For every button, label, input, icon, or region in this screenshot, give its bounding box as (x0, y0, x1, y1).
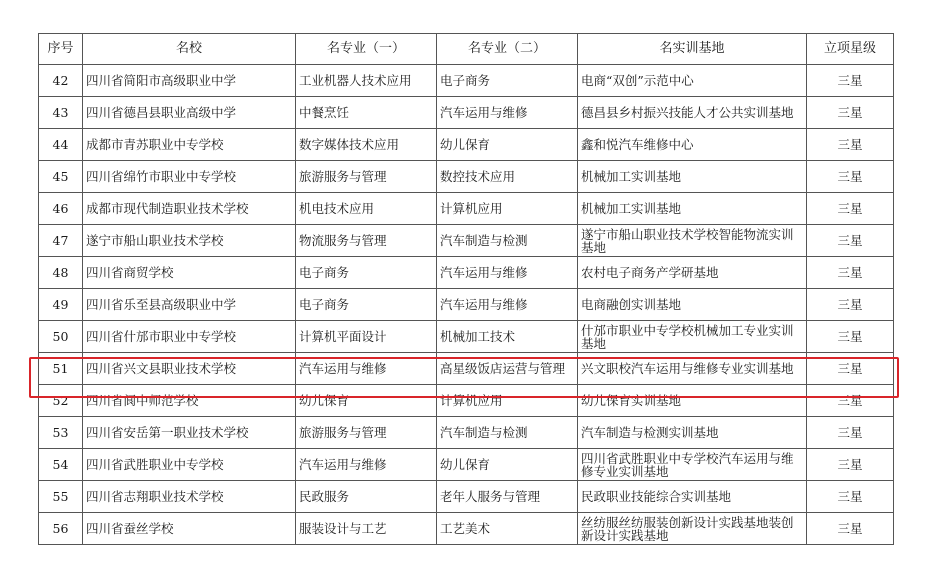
table-row (39, 65, 894, 97)
table-row (39, 417, 894, 449)
cell-major-2: 高星级饭店运营与管理 (437, 353, 578, 385)
cell-major-1: 工业机器人技术应用 (296, 65, 437, 97)
table-row (39, 353, 894, 385)
cell-major-1: 机电技术应用 (296, 193, 437, 225)
cell-no: 51 (39, 353, 83, 385)
cell-school: 四川省蚕丝学校 (83, 513, 296, 545)
cell-major-1: 电子商务 (296, 257, 437, 289)
cell-star-level: 三星 (807, 225, 894, 257)
cell-star-level: 三星 (807, 449, 894, 481)
project-table (38, 33, 894, 545)
table-row (39, 257, 894, 289)
cell-no: 56 (39, 513, 83, 545)
cell-school: 四川省志翔职业技术学校 (83, 481, 296, 513)
cell-training-base: 机械加工实训基地 (578, 193, 807, 225)
cell-no: 52 (39, 385, 83, 417)
cell-school: 四川省简阳市高级职业中学 (83, 65, 296, 97)
cell-major-2: 幼儿保育 (437, 449, 578, 481)
cell-major-2: 机械加工技术 (437, 321, 578, 353)
table-row (39, 449, 894, 481)
cell-training-base: 汽车制造与检测实训基地 (578, 417, 807, 449)
cell-training-base: 电商“双创”示范中心 (578, 65, 807, 97)
cell-major-1: 电子商务 (296, 289, 437, 321)
cell-star-level: 三星 (807, 353, 894, 385)
cell-major-1: 数字媒体技术应用 (296, 129, 437, 161)
cell-training-base: 鑫和悦汽车维修中心 (578, 129, 807, 161)
cell-star-level: 三星 (807, 289, 894, 321)
cell-major-2: 计算机应用 (437, 193, 578, 225)
cell-training-base: 德昌县乡村振兴技能人才公共实训基地 (578, 97, 807, 129)
cell-major-1: 物流服务与管理 (296, 225, 437, 257)
header-star-level: 立项星级 (807, 34, 894, 65)
cell-school: 四川省什邡市职业中专学校 (83, 321, 296, 353)
cell-school: 成都市青苏职业中专学校 (83, 129, 296, 161)
cell-major-1: 中餐烹饪 (296, 97, 437, 129)
cell-no: 45 (39, 161, 83, 193)
cell-training-base: 遂宁市船山职业技术学校智能物流实训基地 (578, 225, 807, 257)
cell-major-2: 工艺美术 (437, 513, 578, 545)
cell-training-base: 四川省武胜职业中专学校汽车运用与维修专业实训基地 (578, 449, 807, 481)
cell-major-2: 汽车制造与检测 (437, 225, 578, 257)
cell-star-level: 三星 (807, 129, 894, 161)
cell-training-base: 幼儿保育实训基地 (578, 385, 807, 417)
table-header-row (39, 34, 894, 65)
cell-school: 四川省乐至县高级职业中学 (83, 289, 296, 321)
cell-school: 四川省武胜职业中专学校 (83, 449, 296, 481)
cell-major-1: 旅游服务与管理 (296, 161, 437, 193)
cell-no: 47 (39, 225, 83, 257)
cell-no: 55 (39, 481, 83, 513)
cell-major-2: 老年人服务与管理 (437, 481, 578, 513)
cell-training-base: 电商融创实训基地 (578, 289, 807, 321)
cell-no: 43 (39, 97, 83, 129)
cell-school: 遂宁市船山职业技术学校 (83, 225, 296, 257)
cell-major-2: 计算机应用 (437, 385, 578, 417)
cell-star-level: 三星 (807, 417, 894, 449)
table-row (39, 193, 894, 225)
cell-major-1: 旅游服务与管理 (296, 417, 437, 449)
cell-school: 四川省阆中师范学校 (83, 385, 296, 417)
cell-major-1: 汽车运用与维修 (296, 353, 437, 385)
cell-major-1: 服装设计与工艺 (296, 513, 437, 545)
cell-school: 四川省德昌县职业高级中学 (83, 97, 296, 129)
cell-school: 四川省兴文县职业技术学校 (83, 353, 296, 385)
table-row (39, 161, 894, 193)
header-school: 名校 (83, 34, 296, 65)
cell-school: 四川省商贸学校 (83, 257, 296, 289)
cell-training-base: 民政职业技能综合实训基地 (578, 481, 807, 513)
cell-major-1: 幼儿保育 (296, 385, 437, 417)
cell-star-level: 三星 (807, 257, 894, 289)
cell-no: 49 (39, 289, 83, 321)
cell-training-base: 兴文职校汽车运用与维修专业实训基地 (578, 353, 807, 385)
cell-major-2: 汽车运用与维修 (437, 97, 578, 129)
cell-training-base: 什邡市职业中专学校机械加工专业实训基地 (578, 321, 807, 353)
cell-major-2: 汽车运用与维修 (437, 257, 578, 289)
cell-star-level: 三星 (807, 321, 894, 353)
cell-no: 48 (39, 257, 83, 289)
cell-star-level: 三星 (807, 513, 894, 545)
cell-star-level: 三星 (807, 97, 894, 129)
cell-no: 42 (39, 65, 83, 97)
cell-star-level: 三星 (807, 193, 894, 225)
table-row (39, 129, 894, 161)
cell-no: 50 (39, 321, 83, 353)
table-row (39, 97, 894, 129)
table-row (39, 385, 894, 417)
header-no: 序号 (39, 34, 83, 65)
cell-school: 成都市现代制造职业技术学校 (83, 193, 296, 225)
cell-training-base: 丝纺服丝纺服装创新设计实践基地装创新设计实践基地 (578, 513, 807, 545)
table-row (39, 513, 894, 545)
cell-no: 44 (39, 129, 83, 161)
cell-major-2: 数控技术应用 (437, 161, 578, 193)
cell-major-2: 汽车制造与检测 (437, 417, 578, 449)
project-table-container (38, 33, 894, 545)
cell-no: 46 (39, 193, 83, 225)
cell-star-level: 三星 (807, 481, 894, 513)
cell-major-2: 电子商务 (437, 65, 578, 97)
cell-major-2: 幼儿保育 (437, 129, 578, 161)
header-major-2: 名专业（二） (437, 34, 578, 65)
table-row (39, 481, 894, 513)
table-row (39, 225, 894, 257)
cell-star-level: 三星 (807, 161, 894, 193)
cell-major-1: 计算机平面设计 (296, 321, 437, 353)
cell-no: 54 (39, 449, 83, 481)
cell-training-base: 机械加工实训基地 (578, 161, 807, 193)
cell-star-level: 三星 (807, 65, 894, 97)
cell-major-1: 汽车运用与维修 (296, 449, 437, 481)
header-training-base: 名实训基地 (578, 34, 807, 65)
cell-major-2: 汽车运用与维修 (437, 289, 578, 321)
cell-training-base: 农村电子商务产学研基地 (578, 257, 807, 289)
table-row (39, 289, 894, 321)
cell-major-1: 民政服务 (296, 481, 437, 513)
header-major-1: 名专业（一） (296, 34, 437, 65)
cell-no: 53 (39, 417, 83, 449)
cell-star-level: 三星 (807, 385, 894, 417)
cell-school: 四川省绵竹市职业中专学校 (83, 161, 296, 193)
cell-school: 四川省安岳第一职业技术学校 (83, 417, 296, 449)
table-row (39, 321, 894, 353)
